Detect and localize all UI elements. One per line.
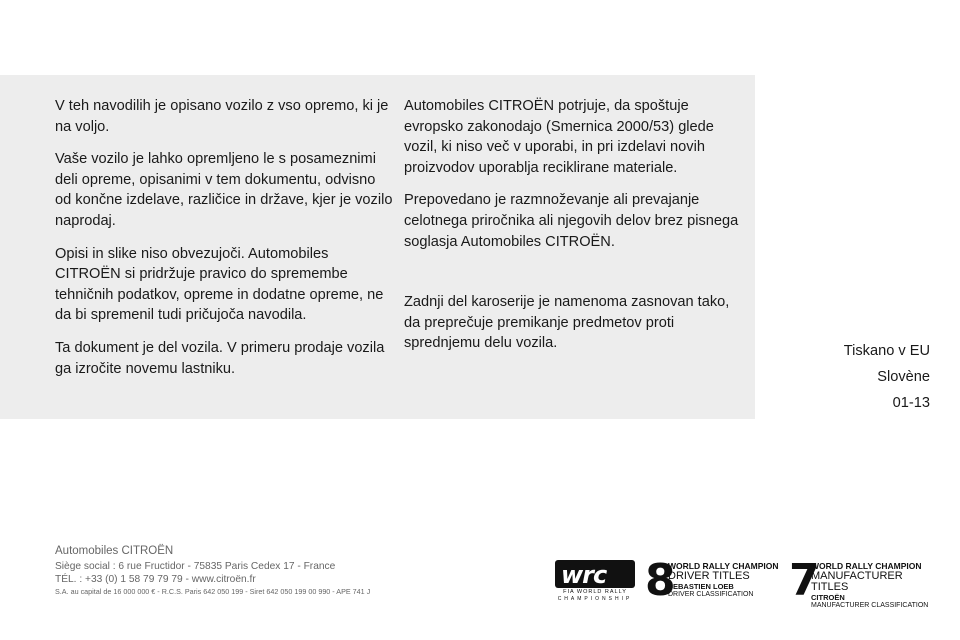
company-address: Siège social : 6 rue Fructidor - 75835 Paris Cedex 17 - France — [55, 561, 336, 572]
wrc-subtitle: FIA WORLD RALLY — [563, 589, 627, 595]
left-text-column — [55, 96, 395, 391]
company-legal: S.A. au capital de 16 000 000 € - R.C.S. Paris 642 050 199 - Siret 642 050 199 00 990 - APE 741 J — [55, 587, 371, 596]
paragraph: Zadnji del karoserije je namenoma zasnovan tako, da preprečuje premikanje predmetov proti sprednjemu delu vozila. — [404, 294, 730, 352]
company-footer — [55, 545, 370, 598]
print-info — [844, 338, 930, 416]
rally-badges — [553, 555, 933, 609]
driver-line1: WORLD RALLY CHAMPION — [668, 561, 779, 571]
printed-location: Tiskano v EU — [843, 343, 930, 359]
paragraph: Opisi in slike niso obvezujoči. Automobiles CITROËN si pridržuje pravico do spremembe tehničnih podatkov, opreme in dodatne opreme, ne da bi spremenil tudi pričujoča navodila. — [55, 245, 384, 324]
wrc-logo-icon — [555, 560, 635, 588]
edition-code: 01-13 — [892, 395, 930, 411]
paragraph: Automobiles CITROËN potrjuje, da spoštuje evropsko zakonodajo (Smernica 2000/53) glede vozil, ki niso več v uporabi, in pri izdelavi novih proizvodov uporablja reciklirane materiale. — [404, 98, 714, 176]
driver-line2: DRIVER TITLES — [668, 570, 750, 582]
paragraph: Ta dokument je del vozila. V primeru prodaje vozila ga izročite novemu lastniku. — [55, 339, 385, 377]
company-contact: TÉL. : +33 (0) 1 58 79 79 79 - www.citroën.fr — [55, 574, 256, 585]
language: Slovène — [877, 369, 930, 385]
paragraph: V teh navodilih je opisano vozilo z vso opremo, ki je na voljo. — [55, 98, 389, 135]
wrc-subtitle-2: CHAMPIONSHIP — [557, 596, 633, 602]
paragraph: Vaše vozilo je lahko opremljeno le s posameznimi deli opreme, opisanimi v tem dokumentu, odvisno od končne izdelave, različice in države, kjer je vozilo naprodaj. — [55, 151, 393, 229]
driver-titles-number: 8 — [645, 555, 676, 606]
company-name: Automobiles CITROËN — [55, 545, 174, 557]
manufacturer-titles-number: 7 — [789, 555, 820, 606]
driver-line3: SEBASTIEN LOEB — [668, 582, 734, 591]
paragraph: Prepovedano je razmnoževanje ali prevajanje celotnega priročnika ali njegovih delov brez pisnega soglasja Automobiles CITROËN. — [404, 192, 739, 250]
driver-titles-block — [668, 561, 779, 599]
manufacturer-titles-block — [811, 561, 933, 610]
manufacturer-line4: MANUFACTURER CLASSIFICATION — [811, 602, 929, 609]
manufacturer-line2: MANUFACTURER TITLES — [811, 570, 903, 593]
wrc-badge — [553, 560, 638, 602]
manufacturer-line3: CITROËN — [811, 593, 845, 602]
wrc-logo-text: wrc — [561, 561, 607, 589]
manufacturer-line1: WORLD RALLY CHAMPION — [811, 561, 922, 571]
driver-line4: DRIVER CLASSIFICATION — [668, 591, 754, 598]
right-text-column — [404, 96, 744, 366]
